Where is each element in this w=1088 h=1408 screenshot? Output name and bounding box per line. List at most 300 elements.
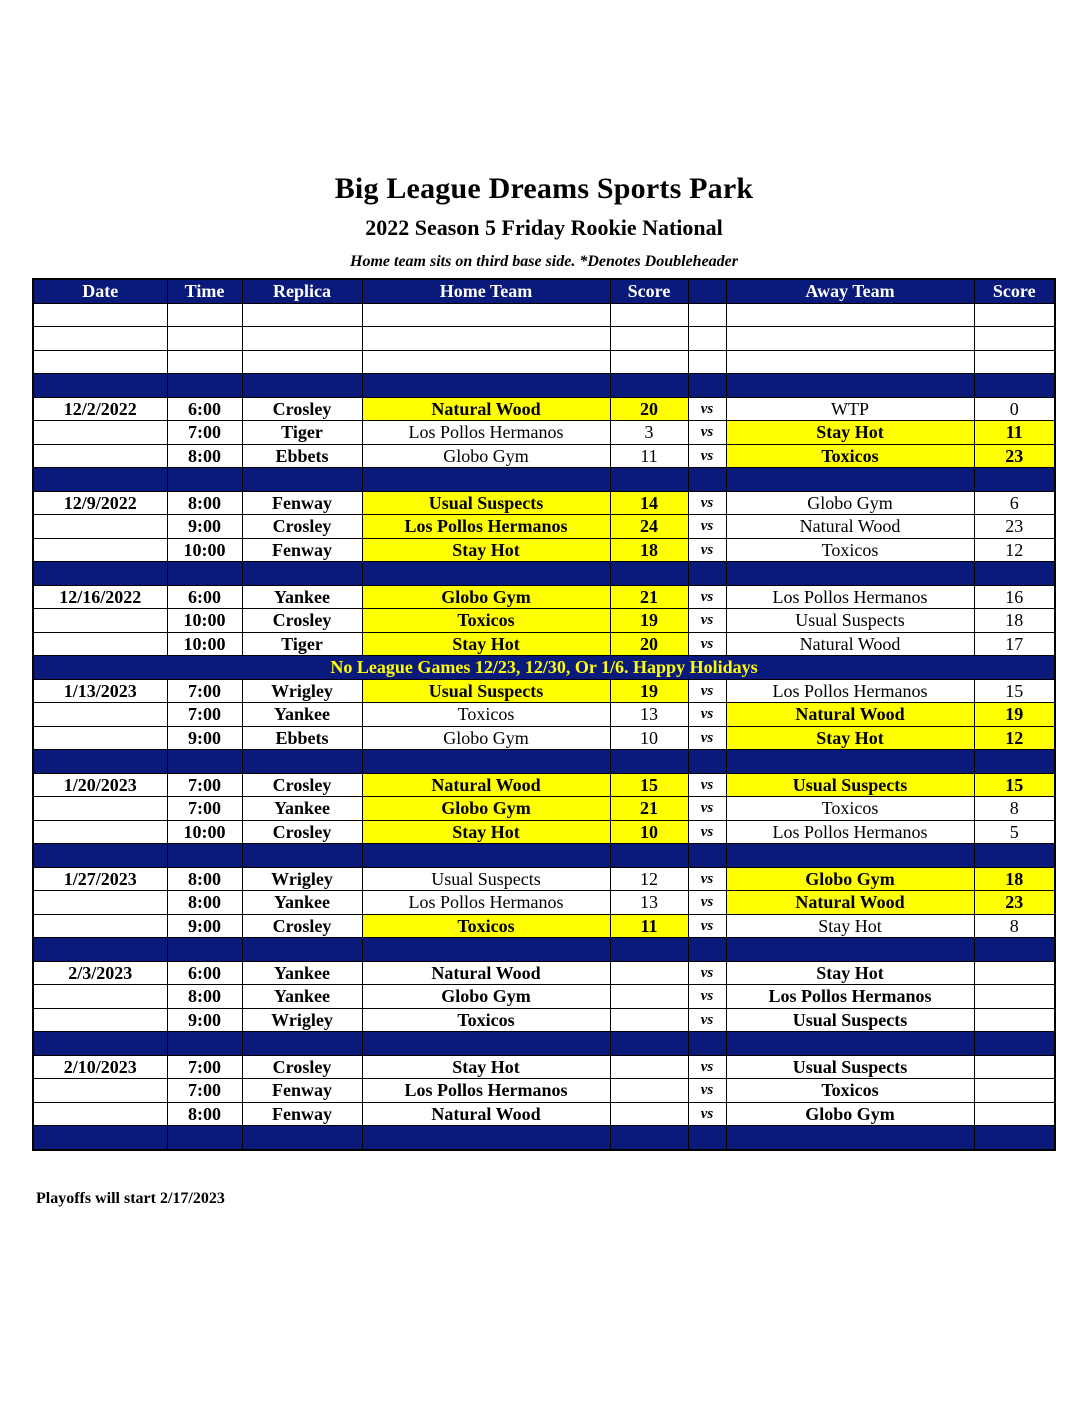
- date-cell: [33, 515, 167, 539]
- col-header-home-team: Home Team: [362, 279, 610, 303]
- empty-cell: [688, 327, 726, 351]
- time-cell: 9:00: [167, 726, 242, 750]
- home-score-cell: 13: [610, 891, 688, 915]
- replica-cell: Yankee: [242, 891, 362, 915]
- empty-cell: [688, 1032, 726, 1056]
- home-score-cell: [610, 961, 688, 985]
- home-score-cell: [610, 1079, 688, 1103]
- replica-cell: Fenway: [242, 1102, 362, 1126]
- home-team-cell: Toxicos: [362, 914, 610, 938]
- away-score-cell: [974, 1055, 1055, 1079]
- empty-cell: [610, 374, 688, 398]
- empty-cell: [726, 1032, 974, 1056]
- empty-cell: [610, 303, 688, 327]
- table-row: [33, 914, 1055, 938]
- schedule-table: [32, 278, 1056, 1151]
- time-cell: 8:00: [167, 444, 242, 468]
- empty-cell: [33, 468, 167, 492]
- empty-cell: [362, 1032, 610, 1056]
- empty-cell: [362, 1126, 610, 1150]
- table-row: [33, 397, 1055, 421]
- vs-cell: vs: [688, 1008, 726, 1032]
- separator-row: [33, 562, 1055, 586]
- home-team-cell: Toxicos: [362, 1008, 610, 1032]
- time-cell: 7:00: [167, 421, 242, 445]
- replica-cell: Wrigley: [242, 679, 362, 703]
- away-score-cell: [974, 961, 1055, 985]
- empty-cell: [974, 1126, 1055, 1150]
- empty-cell: [362, 938, 610, 962]
- away-score-cell: 23: [974, 515, 1055, 539]
- away-team-cell: Stay Hot: [726, 914, 974, 938]
- empty-cell: [167, 750, 242, 774]
- time-cell: 6:00: [167, 585, 242, 609]
- home-score-cell: 20: [610, 397, 688, 421]
- away-score-cell: [974, 1008, 1055, 1032]
- time-cell: 8:00: [167, 1102, 242, 1126]
- away-team-cell: Stay Hot: [726, 421, 974, 445]
- blank-row: [33, 303, 1055, 327]
- table-row: [33, 609, 1055, 633]
- home-team-cell: Globo Gym: [362, 585, 610, 609]
- date-cell: 1/27/2023: [33, 867, 167, 891]
- table-row: [33, 820, 1055, 844]
- home-score-cell: 11: [610, 914, 688, 938]
- home-team-cell: Natural Wood: [362, 961, 610, 985]
- replica-cell: Crosley: [242, 914, 362, 938]
- empty-cell: [362, 350, 610, 374]
- home-score-cell: [610, 1055, 688, 1079]
- home-team-cell: Stay Hot: [362, 1055, 610, 1079]
- page-note: Home team sits on third base side. *Denotes Doubleheader: [350, 253, 738, 270]
- col-header-away-score: Score: [974, 279, 1055, 303]
- home-team-cell: Globo Gym: [362, 726, 610, 750]
- table-row: [33, 679, 1055, 703]
- empty-cell: [33, 844, 167, 868]
- empty-cell: [974, 750, 1055, 774]
- empty-cell: [974, 468, 1055, 492]
- empty-cell: [610, 350, 688, 374]
- date-cell: 1/13/2023: [33, 679, 167, 703]
- empty-cell: [726, 562, 974, 586]
- away-team-cell: Natural Wood: [726, 891, 974, 915]
- vs-cell: vs: [688, 867, 726, 891]
- time-cell: 9:00: [167, 515, 242, 539]
- empty-cell: [726, 303, 974, 327]
- time-cell: 10:00: [167, 632, 242, 656]
- date-cell: 2/3/2023: [33, 961, 167, 985]
- away-team-cell: Natural Wood: [726, 515, 974, 539]
- home-score-cell: 24: [610, 515, 688, 539]
- time-cell: 10:00: [167, 820, 242, 844]
- replica-cell: Crosley: [242, 820, 362, 844]
- table-row: [33, 797, 1055, 821]
- date-cell: [33, 820, 167, 844]
- empty-cell: [242, 327, 362, 351]
- time-cell: 7:00: [167, 679, 242, 703]
- separator-row: [33, 374, 1055, 398]
- away-score-cell: 8: [974, 797, 1055, 821]
- home-team-cell: Los Pollos Hermanos: [362, 421, 610, 445]
- vs-cell: vs: [688, 985, 726, 1009]
- home-team-cell: Los Pollos Hermanos: [362, 515, 610, 539]
- away-score-cell: 6: [974, 491, 1055, 515]
- date-cell: [33, 609, 167, 633]
- home-score-cell: 14: [610, 491, 688, 515]
- away-team-cell: Los Pollos Hermanos: [726, 585, 974, 609]
- replica-cell: Yankee: [242, 797, 362, 821]
- replica-cell: Crosley: [242, 515, 362, 539]
- empty-cell: [167, 1126, 242, 1150]
- away-team-cell: Stay Hot: [726, 726, 974, 750]
- home-team-cell: Globo Gym: [362, 985, 610, 1009]
- away-team-cell: Stay Hot: [726, 961, 974, 985]
- date-cell: [33, 703, 167, 727]
- empty-cell: [33, 374, 167, 398]
- time-cell: 8:00: [167, 491, 242, 515]
- empty-cell: [688, 562, 726, 586]
- separator-row: [33, 938, 1055, 962]
- empty-cell: [726, 468, 974, 492]
- empty-cell: [242, 374, 362, 398]
- empty-cell: [610, 844, 688, 868]
- vs-cell: vs: [688, 538, 726, 562]
- date-cell: [33, 421, 167, 445]
- separator-row: [33, 1032, 1055, 1056]
- table-row: [33, 1102, 1055, 1126]
- page-subtitle: 2022 Season 5 Friday Rookie National: [365, 215, 723, 240]
- date-cell: [33, 985, 167, 1009]
- away-score-cell: 17: [974, 632, 1055, 656]
- vs-cell: vs: [688, 1102, 726, 1126]
- empty-cell: [974, 374, 1055, 398]
- empty-cell: [33, 327, 167, 351]
- col-header-time: Time: [167, 279, 242, 303]
- away-team-cell: Toxicos: [726, 1079, 974, 1103]
- col-header-vs: [688, 279, 726, 303]
- empty-cell: [33, 1126, 167, 1150]
- home-team-cell: Los Pollos Hermanos: [362, 891, 610, 915]
- empty-cell: [33, 350, 167, 374]
- table-row: [33, 985, 1055, 1009]
- away-score-cell: 23: [974, 891, 1055, 915]
- empty-cell: [974, 562, 1055, 586]
- date-cell: [33, 914, 167, 938]
- table-row: [33, 421, 1055, 445]
- date-cell: 12/16/2022: [33, 585, 167, 609]
- empty-cell: [688, 374, 726, 398]
- away-score-cell: [974, 985, 1055, 1009]
- replica-cell: Tiger: [242, 632, 362, 656]
- table-row: [33, 867, 1055, 891]
- vs-cell: vs: [688, 797, 726, 821]
- away-team-cell: Usual Suspects: [726, 609, 974, 633]
- table-row: [33, 632, 1055, 656]
- empty-cell: [726, 374, 974, 398]
- away-team-cell: Los Pollos Hermanos: [726, 985, 974, 1009]
- empty-cell: [362, 374, 610, 398]
- replica-cell: Ebbets: [242, 726, 362, 750]
- holiday-banner-row: [33, 656, 1055, 680]
- col-header-date: Date: [33, 279, 167, 303]
- home-team-cell: Usual Suspects: [362, 679, 610, 703]
- empty-cell: [726, 327, 974, 351]
- empty-cell: [362, 562, 610, 586]
- home-team-cell: Natural Wood: [362, 1102, 610, 1126]
- vs-cell: vs: [688, 444, 726, 468]
- replica-cell: Fenway: [242, 491, 362, 515]
- table-row: [33, 1008, 1055, 1032]
- home-score-cell: [610, 1102, 688, 1126]
- empty-cell: [167, 374, 242, 398]
- home-score-cell: 21: [610, 585, 688, 609]
- empty-cell: [610, 1032, 688, 1056]
- separator-row: [33, 844, 1055, 868]
- separator-row: [33, 1126, 1055, 1150]
- vs-cell: vs: [688, 585, 726, 609]
- time-cell: 10:00: [167, 538, 242, 562]
- table-row: [33, 703, 1055, 727]
- time-cell: 6:00: [167, 961, 242, 985]
- vs-cell: vs: [688, 914, 726, 938]
- home-team-cell: Natural Wood: [362, 773, 610, 797]
- empty-cell: [167, 350, 242, 374]
- home-team-cell: Los Pollos Hermanos: [362, 1079, 610, 1103]
- away-score-cell: [974, 1079, 1055, 1103]
- empty-cell: [242, 750, 362, 774]
- replica-cell: Crosley: [242, 397, 362, 421]
- table-row: [33, 891, 1055, 915]
- empty-cell: [33, 562, 167, 586]
- away-score-cell: 0: [974, 397, 1055, 421]
- replica-cell: Yankee: [242, 985, 362, 1009]
- replica-cell: Crosley: [242, 773, 362, 797]
- away-score-cell: 5: [974, 820, 1055, 844]
- time-cell: 8:00: [167, 985, 242, 1009]
- home-score-cell: [610, 985, 688, 1009]
- vs-cell: vs: [688, 703, 726, 727]
- empty-cell: [610, 938, 688, 962]
- home-score-cell: 10: [610, 726, 688, 750]
- away-team-cell: Toxicos: [726, 797, 974, 821]
- away-team-cell: Toxicos: [726, 444, 974, 468]
- replica-cell: Fenway: [242, 538, 362, 562]
- table-row: [33, 1055, 1055, 1079]
- empty-cell: [726, 350, 974, 374]
- empty-cell: [688, 1126, 726, 1150]
- empty-cell: [242, 303, 362, 327]
- home-team-cell: Natural Wood: [362, 397, 610, 421]
- home-score-cell: 20: [610, 632, 688, 656]
- empty-cell: [974, 1032, 1055, 1056]
- away-score-cell: 15: [974, 679, 1055, 703]
- home-score-cell: 19: [610, 609, 688, 633]
- home-score-cell: 11: [610, 444, 688, 468]
- away-team-cell: Globo Gym: [726, 1102, 974, 1126]
- away-score-cell: 18: [974, 867, 1055, 891]
- away-score-cell: 16: [974, 585, 1055, 609]
- col-header-away-team: Away Team: [726, 279, 974, 303]
- empty-cell: [167, 327, 242, 351]
- home-team-cell: Toxicos: [362, 609, 610, 633]
- empty-cell: [33, 750, 167, 774]
- time-cell: 9:00: [167, 1008, 242, 1032]
- col-header-home-score: Score: [610, 279, 688, 303]
- col-header-replica: Replica: [242, 279, 362, 303]
- empty-cell: [33, 303, 167, 327]
- away-team-cell: Natural Wood: [726, 632, 974, 656]
- date-cell: [33, 632, 167, 656]
- away-score-cell: 11: [974, 421, 1055, 445]
- replica-cell: Fenway: [242, 1079, 362, 1103]
- empty-cell: [242, 938, 362, 962]
- empty-cell: [688, 750, 726, 774]
- home-team-cell: Toxicos: [362, 703, 610, 727]
- empty-cell: [362, 327, 610, 351]
- date-cell: 2/10/2023: [33, 1055, 167, 1079]
- empty-cell: [242, 468, 362, 492]
- table-row: [33, 1079, 1055, 1103]
- table-row: [33, 538, 1055, 562]
- home-team-cell: Stay Hot: [362, 538, 610, 562]
- empty-cell: [974, 350, 1055, 374]
- date-cell: [33, 538, 167, 562]
- empty-cell: [362, 844, 610, 868]
- table-row: [33, 726, 1055, 750]
- away-team-cell: Natural Wood: [726, 703, 974, 727]
- replica-cell: Crosley: [242, 1055, 362, 1079]
- home-team-cell: Globo Gym: [362, 444, 610, 468]
- date-cell: [33, 726, 167, 750]
- date-cell: 1/20/2023: [33, 773, 167, 797]
- home-team-cell: Globo Gym: [362, 797, 610, 821]
- date-cell: [33, 1079, 167, 1103]
- empty-cell: [167, 562, 242, 586]
- empty-cell: [974, 327, 1055, 351]
- away-score-cell: 8: [974, 914, 1055, 938]
- separator-row: [33, 468, 1055, 492]
- empty-cell: [362, 303, 610, 327]
- replica-cell: Wrigley: [242, 867, 362, 891]
- home-score-cell: 10: [610, 820, 688, 844]
- empty-cell: [610, 1126, 688, 1150]
- vs-cell: vs: [688, 421, 726, 445]
- empty-cell: [167, 303, 242, 327]
- home-score-cell: 3: [610, 421, 688, 445]
- vs-cell: vs: [688, 1079, 726, 1103]
- blank-row: [33, 327, 1055, 351]
- empty-cell: [974, 303, 1055, 327]
- page-title: Big League Dreams Sports Park: [334, 172, 754, 205]
- replica-cell: Yankee: [242, 585, 362, 609]
- away-team-cell: Globo Gym: [726, 867, 974, 891]
- home-score-cell: [610, 1008, 688, 1032]
- table-row: [33, 515, 1055, 539]
- empty-cell: [974, 938, 1055, 962]
- date-cell: [33, 797, 167, 821]
- empty-cell: [610, 750, 688, 774]
- empty-cell: [688, 303, 726, 327]
- away-team-cell: Los Pollos Hermanos: [726, 820, 974, 844]
- holiday-banner: No League Games 12/23, 12/30, Or 1/6. Happy Holidays: [33, 656, 1055, 680]
- schedule-body: [33, 303, 1055, 1150]
- vs-cell: vs: [688, 632, 726, 656]
- date-cell: [33, 444, 167, 468]
- time-cell: 7:00: [167, 773, 242, 797]
- time-cell: 7:00: [167, 797, 242, 821]
- away-team-cell: Los Pollos Hermanos: [726, 679, 974, 703]
- empty-cell: [974, 844, 1055, 868]
- away-team-cell: Usual Suspects: [726, 773, 974, 797]
- home-team-cell: Usual Suspects: [362, 867, 610, 891]
- blank-row: [33, 350, 1055, 374]
- empty-cell: [242, 562, 362, 586]
- replica-cell: Yankee: [242, 703, 362, 727]
- vs-cell: vs: [688, 679, 726, 703]
- away-score-cell: 23: [974, 444, 1055, 468]
- away-team-cell: Usual Suspects: [726, 1008, 974, 1032]
- replica-cell: Wrigley: [242, 1008, 362, 1032]
- empty-cell: [610, 562, 688, 586]
- away-score-cell: 12: [974, 538, 1055, 562]
- time-cell: 7:00: [167, 1079, 242, 1103]
- empty-cell: [167, 1032, 242, 1056]
- away-score-cell: [974, 1102, 1055, 1126]
- empty-cell: [167, 468, 242, 492]
- replica-cell: Tiger: [242, 421, 362, 445]
- date-cell: [33, 891, 167, 915]
- empty-cell: [726, 844, 974, 868]
- empty-cell: [688, 938, 726, 962]
- date-cell: 12/9/2022: [33, 491, 167, 515]
- empty-cell: [688, 350, 726, 374]
- away-score-cell: 18: [974, 609, 1055, 633]
- vs-cell: vs: [688, 1055, 726, 1079]
- empty-cell: [242, 350, 362, 374]
- time-cell: 8:00: [167, 891, 242, 915]
- empty-cell: [726, 938, 974, 962]
- home-score-cell: 18: [610, 538, 688, 562]
- time-cell: 7:00: [167, 1055, 242, 1079]
- vs-cell: vs: [688, 820, 726, 844]
- home-score-cell: 19: [610, 679, 688, 703]
- date-cell: 12/2/2022: [33, 397, 167, 421]
- empty-cell: [362, 468, 610, 492]
- vs-cell: vs: [688, 961, 726, 985]
- table-row: [33, 585, 1055, 609]
- time-cell: 7:00: [167, 703, 242, 727]
- date-cell: [33, 1008, 167, 1032]
- time-cell: 8:00: [167, 867, 242, 891]
- vs-cell: vs: [688, 773, 726, 797]
- empty-cell: [688, 844, 726, 868]
- home-team-cell: Stay Hot: [362, 632, 610, 656]
- table-row: [33, 444, 1055, 468]
- vs-cell: vs: [688, 491, 726, 515]
- empty-cell: [167, 938, 242, 962]
- vs-cell: vs: [688, 515, 726, 539]
- vs-cell: vs: [688, 397, 726, 421]
- away-team-cell: Toxicos: [726, 538, 974, 562]
- empty-cell: [242, 844, 362, 868]
- away-score-cell: 19: [974, 703, 1055, 727]
- playoffs-note: Playoffs will start 2/17/2023: [36, 1190, 225, 1207]
- away-team-cell: Globo Gym: [726, 491, 974, 515]
- home-team-cell: Stay Hot: [362, 820, 610, 844]
- away-score-cell: 12: [974, 726, 1055, 750]
- empty-cell: [33, 938, 167, 962]
- empty-cell: [726, 1126, 974, 1150]
